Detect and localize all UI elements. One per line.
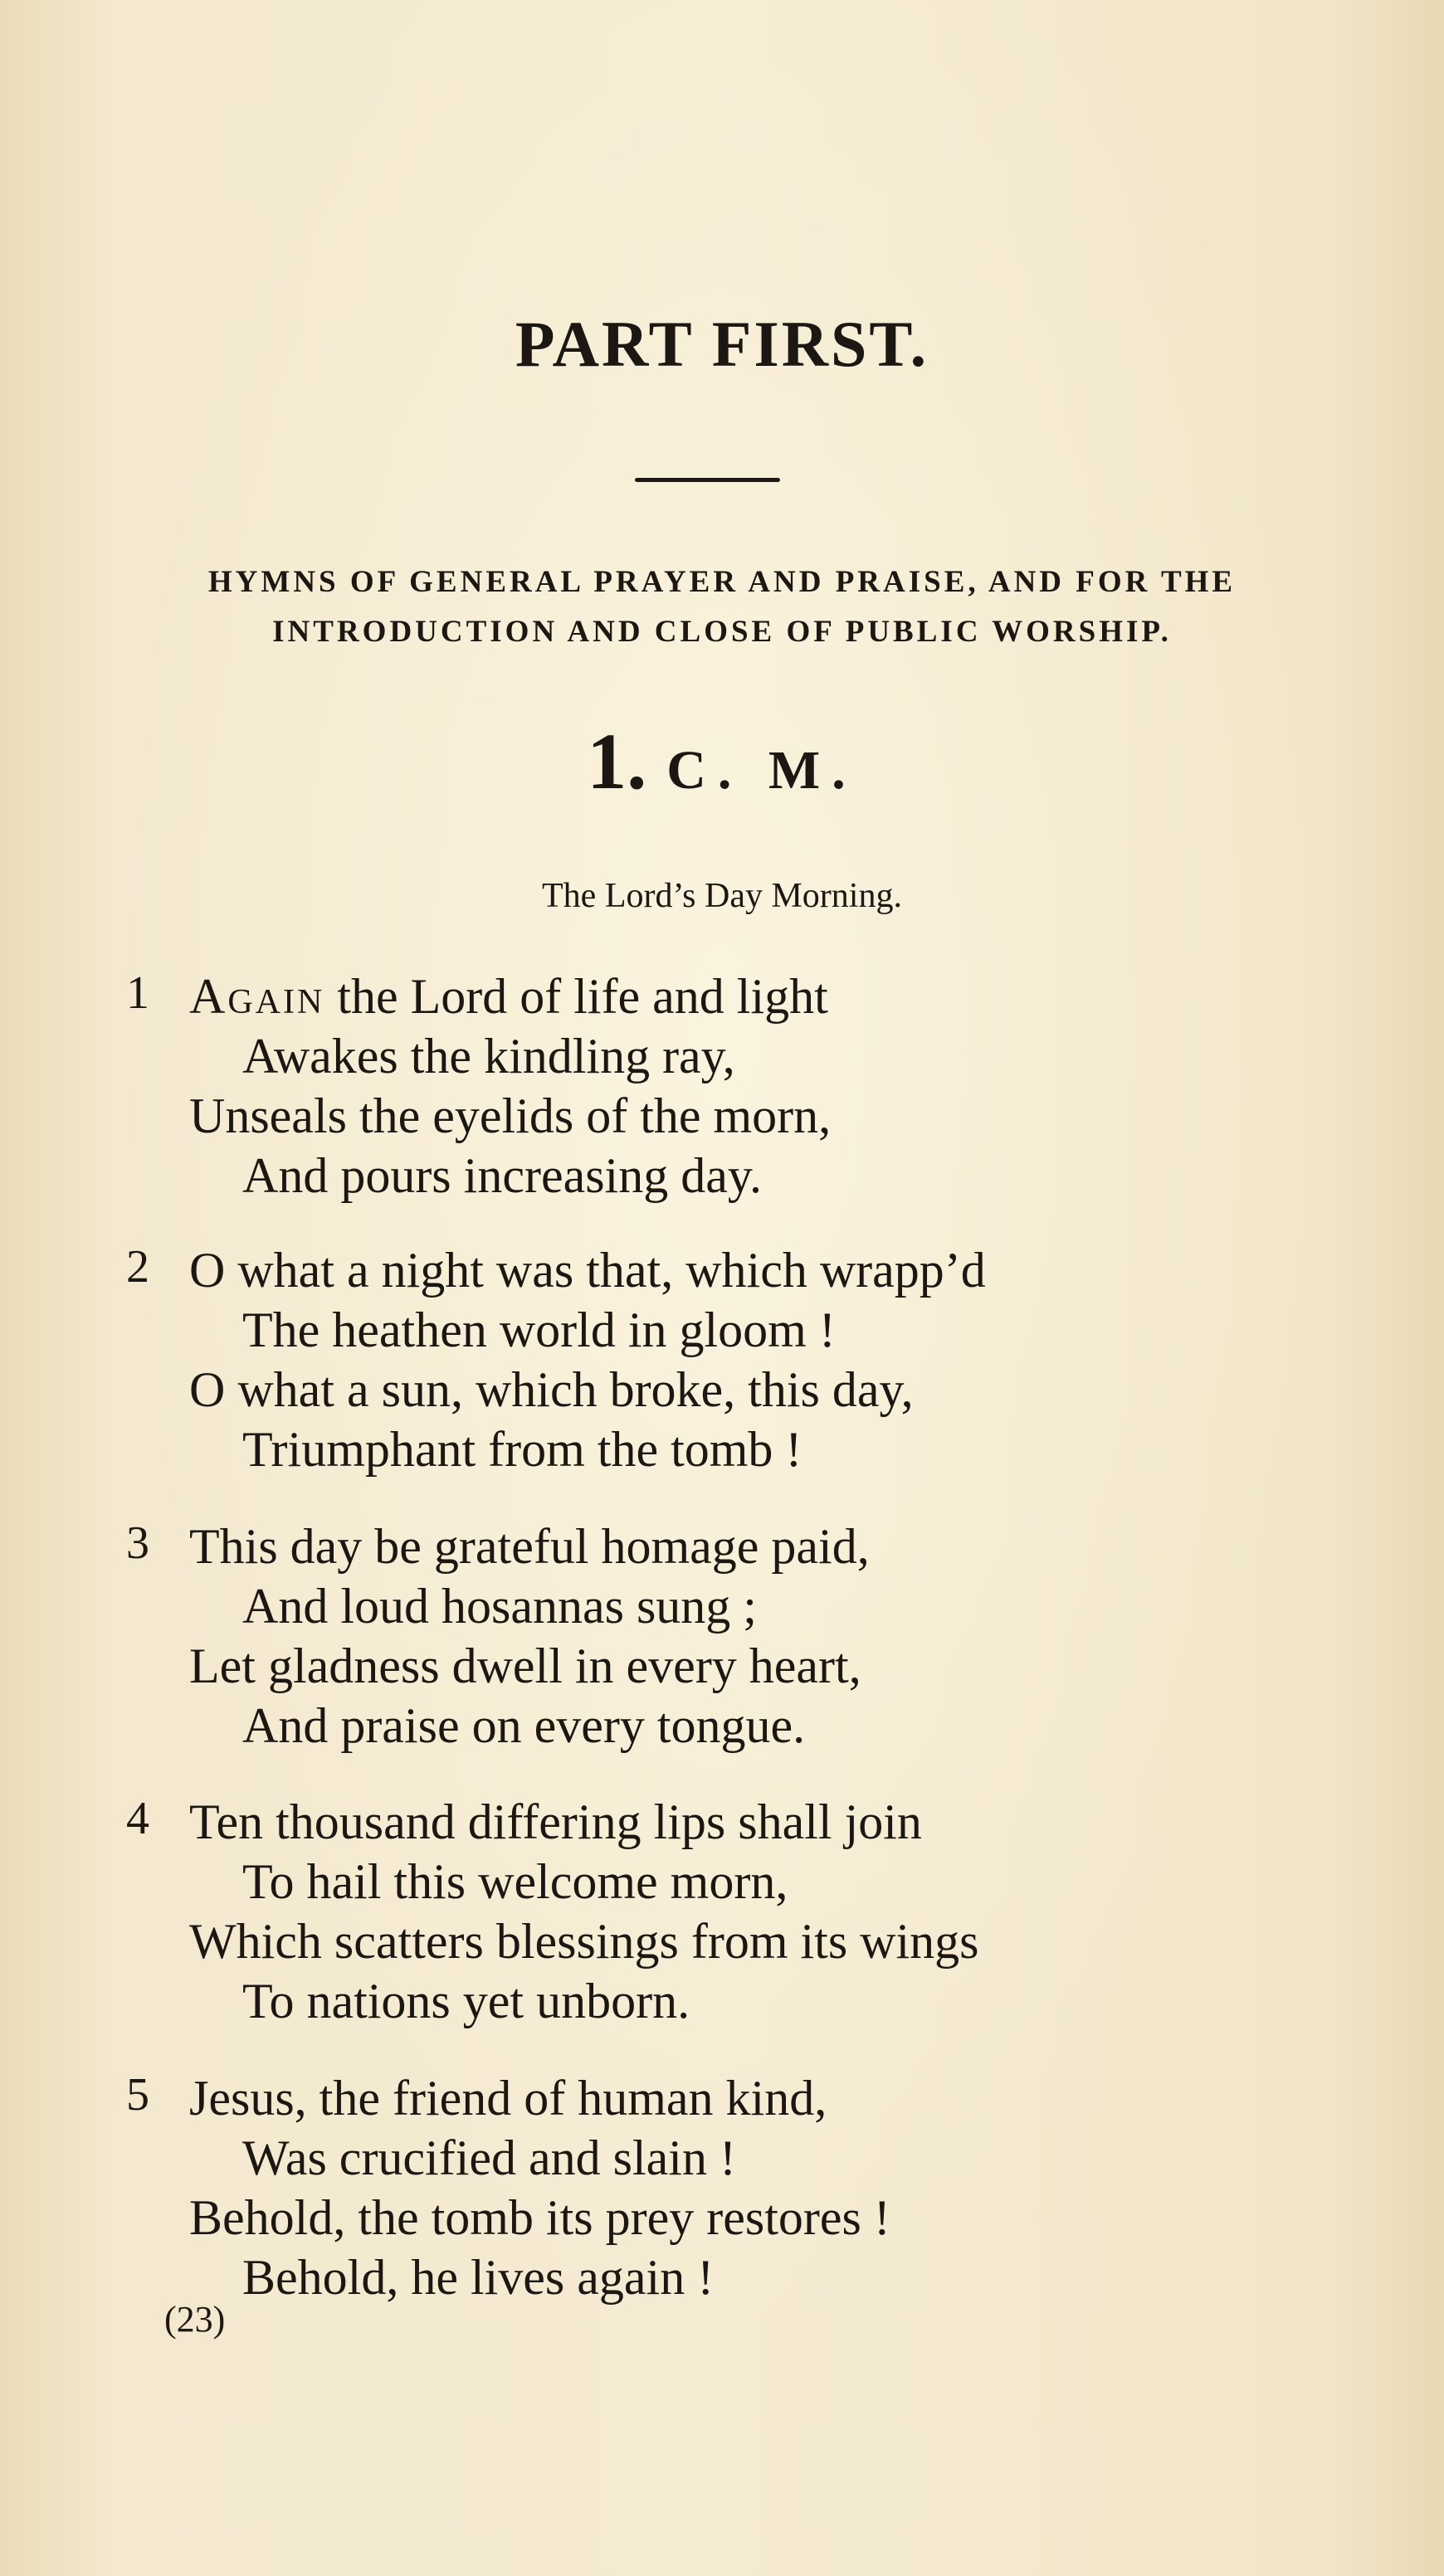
stanza-line: Awakes the kindling ray,	[242, 1029, 735, 1083]
stanza-line	[189, 967, 828, 1026]
stanza-number: 2	[126, 1241, 149, 1293]
stanza-number: 4	[126, 1793, 149, 1844]
title-rule	[635, 478, 780, 482]
hymn-subtitle: The Lord’s Day Morning.	[542, 877, 902, 915]
stanza-line: Was crucified and slain !	[242, 2130, 736, 2185]
stanza-line-rest: the Lord of life and light	[324, 969, 828, 1024]
section-heading-line-2: INTRODUCTION AND CLOSE OF PUBLIC WORSHIP.	[272, 615, 1172, 649]
stanza-line: O what a night was that, which wrapp’d	[189, 1243, 986, 1298]
stanza-line: Behold, he lives again !	[242, 2250, 715, 2305]
stanza-line: And praise on every tongue.	[242, 1698, 806, 1753]
stanza-first-word: Again	[189, 969, 325, 1024]
stanza-line: Which scatters blessings from its wings	[189, 1914, 979, 1969]
hymn-number-heading	[0, 715, 1444, 807]
part-title: PART FIRST.	[515, 308, 929, 380]
stanza-line: Triumphant from the tomb !	[242, 1422, 802, 1477]
stanza-line: To hail this welcome morn,	[242, 1854, 788, 1909]
page-number: (23)	[164, 2299, 226, 2340]
stanza-line: O what a sun, which broke, this day,	[189, 1362, 914, 1417]
stanza-number: 1	[126, 967, 149, 1019]
stanza-line: And loud hosannas sung ;	[242, 1579, 757, 1634]
hymn-number: 1.	[587, 717, 647, 806]
stanza-line: Unseals the eyelids of the morn,	[189, 1088, 832, 1143]
section-heading-line-1: HYMNS OF GENERAL PRAYER AND PRAISE, AND FOR THE	[207, 565, 1237, 599]
stanza-number: 5	[126, 2069, 149, 2121]
stanza-line: To nations yet unborn.	[242, 1974, 690, 2028]
stanza-line: And pours increasing day.	[242, 1148, 762, 1203]
hymn-meter: C. M.	[666, 740, 857, 801]
stanza-line: The heathen world in gloom !	[242, 1303, 836, 1357]
stanza-line: Jesus, the friend of human kind,	[189, 2071, 827, 2126]
section-heading	[0, 558, 1444, 657]
stanza-line: This day be grateful homage paid,	[189, 1519, 870, 1574]
stanza-number: 3	[126, 1517, 149, 1569]
stanza-line: Ten thousand differing lips shall join	[189, 1794, 922, 1849]
stanza-line: Let gladness dwell in every heart,	[189, 1639, 861, 1693]
stanza-line: Behold, the tomb its prey restores !	[189, 2190, 890, 2245]
